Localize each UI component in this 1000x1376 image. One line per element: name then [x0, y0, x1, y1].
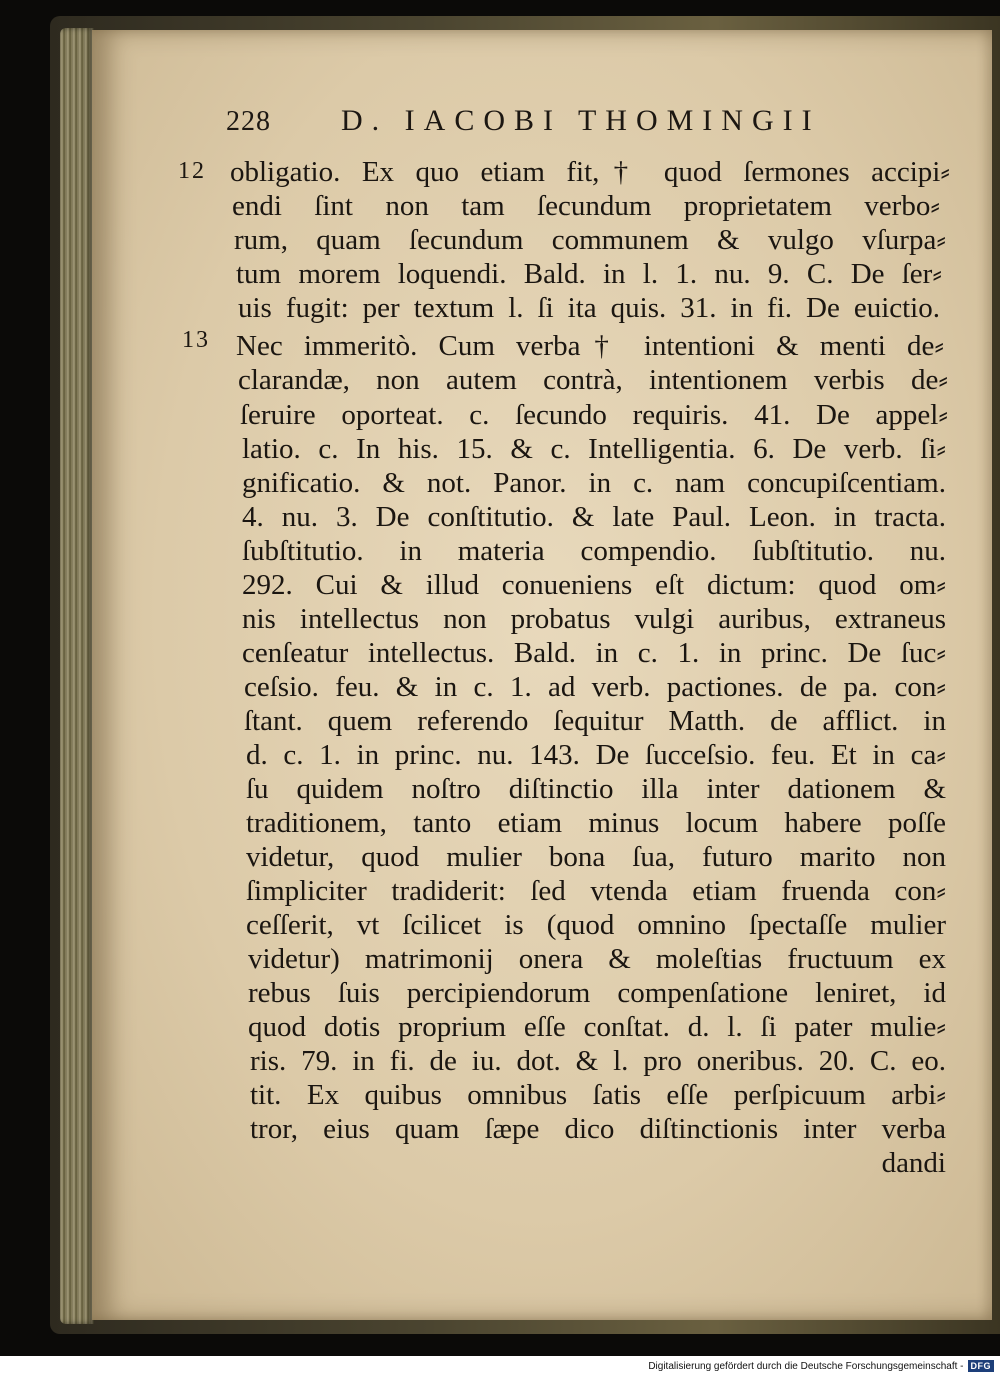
text-line-content: d. c. 1. in princ. nu. 143. De ſucceſsio. feu. Et in ca⸗ [246, 739, 946, 771]
text-line [850, 1144, 946, 1182]
text-line [242, 464, 946, 502]
text-line-content: nis intellectus non probatus vulgi auribus, extraneus [242, 603, 946, 635]
margin-number: 13 [182, 327, 210, 353]
running-head [226, 104, 866, 144]
text-line [250, 1110, 946, 1148]
text-line [246, 736, 946, 774]
text-line [248, 974, 946, 1012]
text-line [250, 1042, 946, 1080]
text-line-content: ris. 79. in fi. de iu. dot. & l. pro oneribus. 20. C. eo. [250, 1045, 946, 1077]
text-line [242, 600, 946, 638]
text-line-content: 292. Cui & illud conueniens eſt dictum: quod om⸗ [242, 569, 946, 601]
text-line [232, 187, 940, 225]
text-line [246, 838, 946, 876]
text-line [248, 940, 946, 978]
text-line [242, 634, 946, 672]
text-line-content: endi ſint non tam ſecundum proprietatem verbo⸗ [232, 190, 940, 222]
text-line-content: uis fugit: per textum l. ſi ita quis. 31. in fi. De euictio. [238, 292, 940, 324]
dfg-logo: DFG [968, 1360, 995, 1372]
text-line [236, 327, 944, 365]
text-line-content: videtur, quod mulier bona ſua, futuro marito non [246, 841, 946, 873]
text-line [236, 255, 942, 293]
text-line-content: rum, quam ſecundum communem & vulgo vſurpa⸗ [234, 224, 946, 256]
text-line-content: tit. Ex quibus omnibus ſatis eſſe perſpicuum arbi⸗ [250, 1079, 946, 1111]
text-line [246, 804, 946, 842]
text-line [242, 566, 946, 604]
running-head-title: D. IACOBI THOMINGII [341, 104, 821, 137]
text-line-content: gnificatio. & not. Panor. in c. nam concupiſcentiam. [242, 467, 946, 499]
page-number: 228 [226, 106, 271, 137]
text-line [248, 1008, 946, 1046]
text-line-content: ſtant. quem referendo ſequitur Matth. de afflict. in [244, 705, 946, 737]
text-line-content: ſeruire oporteat. c. ſecundo requiris. 41. De appel⸗ [240, 399, 948, 431]
text-line [230, 153, 950, 191]
text-line-content: traditionem, tanto etiam minus locum habere poſſe [246, 807, 946, 839]
text-line [240, 396, 948, 434]
text-line-content: cenſeatur intellectus. Bald. in c. 1. in princ. De ſuc⸗ [242, 637, 946, 669]
text-line-content: latio. c. In his. 15. & c. Intelligentia. 6. De verb. ſi⸗ [242, 433, 946, 465]
footer-credit: Digitalisierung gefördert durch die Deutsche Forschungsgemeinschaft - [648, 1360, 964, 1372]
text-line [244, 702, 946, 740]
text-line-content: Nec immeritò. Cum verba† intentioni & menti de⸗ [236, 330, 944, 362]
text-line [246, 906, 946, 944]
text-line-content: ſubſtitutio. in materia compendio. ſubſtitutio. nu. [242, 535, 946, 567]
text-line [234, 221, 946, 259]
text-line-content: obligatio. Ex quo etiam fit,† quod ſermones accipi⸗ [230, 156, 950, 188]
text-line [244, 668, 946, 706]
text-line-content: 4. nu. 3. De conſtitutio. & late Paul. Leon. in tracta. [242, 501, 946, 533]
text-line-content: clarandæ, non autem contrà, intentionem verbis de⸗ [238, 364, 948, 396]
text-line-content: ceſsio. feu. & in c. 1. ad verb. pactiones. de pa. con⸗ [244, 671, 946, 703]
text-line [242, 498, 946, 536]
text-line-content: rebus ſuis percipiendorum compenſatione leniret, id [248, 977, 946, 1009]
margin-number: 12 [178, 158, 206, 184]
text-line [238, 289, 940, 327]
text-line-content: ſimpliciter tradiderit: ſed vtenda etiam fruenda con⸗ [246, 875, 946, 907]
text-line [246, 872, 946, 910]
text-line-content: tum morem loquendi. Bald. in l. 1. nu. 9. C. De ſer⸗ [236, 258, 942, 290]
text-line [250, 1076, 946, 1114]
text-line-content: ceſſerit, vt ſcilicet is (quod omnino ſpectaſſe mulier [246, 909, 946, 941]
page-edges [60, 28, 94, 1324]
text-line-content: tror, eius quam ſæpe dico diſtinctionis inter verba [250, 1113, 946, 1145]
text-line-content: ſu quidem noſtro diſtinctio illa inter dationem & [246, 773, 946, 805]
text-line [246, 770, 946, 808]
text-line [238, 361, 948, 399]
text-line [242, 532, 946, 570]
text-line [242, 430, 946, 468]
text-line-content: dandi [881, 1147, 946, 1179]
text-line-content: quod dotis proprium eſſe conſtat. d. l. ſi pater mulie⸗ [248, 1011, 946, 1043]
text-line-content: videtur) matrimonij onera & moleſtias fructuum ex [248, 943, 946, 975]
digitization-footer [0, 1356, 1000, 1376]
